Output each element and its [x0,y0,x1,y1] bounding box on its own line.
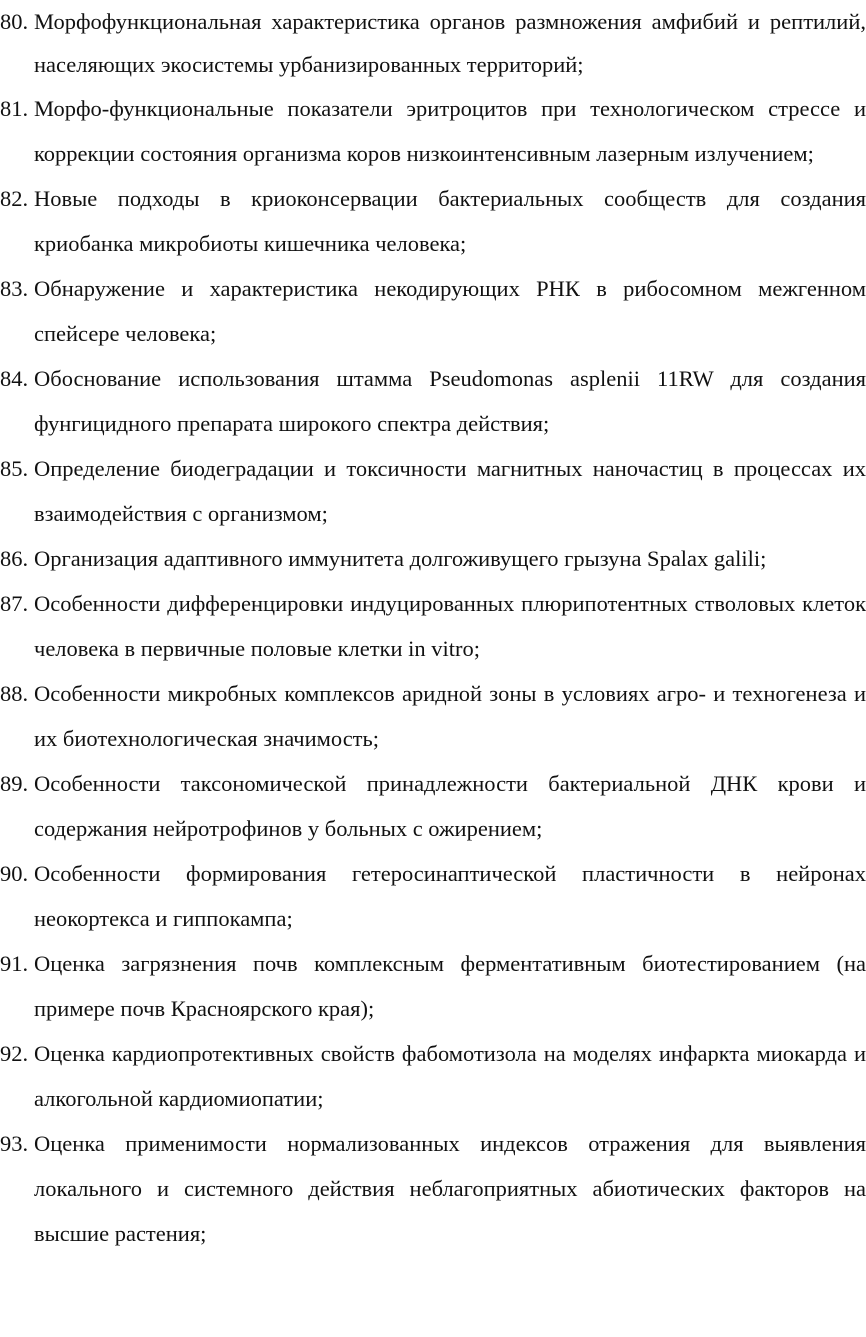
list-item-text: Морфофункциональная характеристика органов размножения амфибий и рептилий, населяющих экосистемы урбанизированных территорий; [34,9,866,77]
list-item-text: Особенности формирования гетеросинаптической пластичности в нейронах неокортекса и гиппокампа; [34,861,866,931]
list-item [0,86,866,176]
list-item-text: Оценка кардиопротективных свойств фабомотизола на моделях инфаркта миокарда и алкогольной кардиомиопатии; [34,1041,866,1111]
list-item [0,941,866,1031]
list-item-number: 85. [0,456,29,481]
list-item-text: Оценка загрязнения почв комплексным ферментативным биотестированием (на примере почв Красноярского края); [34,951,866,1021]
list-item-text: Определение биодеградации и токсичности магнитных наночастиц в процессах их взаимодействия с организмом; [34,456,866,526]
list-item-text: Организация адаптивного иммунитета долгоживущего грызуна Spalax galili; [34,546,767,571]
list-item-number: 80. [0,9,29,34]
list-item-number: 93. [0,1131,29,1156]
list-item [0,536,866,581]
list-item [0,761,866,851]
list-item-number: 92. [0,1041,29,1066]
list-item-number: 86. [0,546,29,571]
list-item [0,1031,866,1121]
list-item-number: 91. [0,951,29,976]
list-item-number: 87. [0,591,29,616]
list-item-number: 88. [0,681,29,706]
list-item [0,446,866,536]
list-item-number: 89. [0,771,29,796]
list-item-number: 83. [0,276,29,301]
list-item-text: Оценка применимости нормализованных индексов отражения для выявления локального и системного действия неблагоприятных абиотических факторов на высшие растения; [34,1131,866,1246]
list-item-number: 82. [0,186,29,211]
list-item [0,266,866,356]
list-item-number: 81. [0,96,29,121]
list-item [0,581,866,671]
list-item [0,671,866,761]
list-item [0,176,866,266]
list-item-text: Особенности дифференцировки индуцированных плюрипотентных стволовых клеток человека в первичные половые клетки in vitro; [34,591,866,661]
list-item [0,851,866,941]
list-item [0,0,866,86]
list-item-number: 84. [0,366,29,391]
list-item-text: Особенности таксономической принадлежности бактериальной ДНК крови и содержания нейротрофинов у больных с ожирением; [34,771,866,841]
list-item [0,1121,866,1256]
list-item-text: Особенности микробных комплексов аридной зоны в условиях агро- и техногенеза и их биотехнологическая значимость; [34,681,866,751]
list-item-text: Обнаружение и характеристика некодирующих РНК в рибосомном межгенном спейсере человека; [34,276,866,346]
list-item [0,356,866,446]
list-item-text: Обоснование использования штамма Pseudomonas asplenii 11RW для создания фунгицидного препарата широкого спектра действия; [34,366,866,436]
list-item-number: 90. [0,861,29,886]
list-item-text: Новые подходы в криоконсервации бактериальных сообществ для создания криобанка микробиоты кишечника человека; [34,186,866,256]
list-item-text: Морфо-функциональные показатели эритроцитов при технологическом стрессе и коррекции состояния организма коров низкоинтенсивным лазерным излучением; [34,96,866,166]
